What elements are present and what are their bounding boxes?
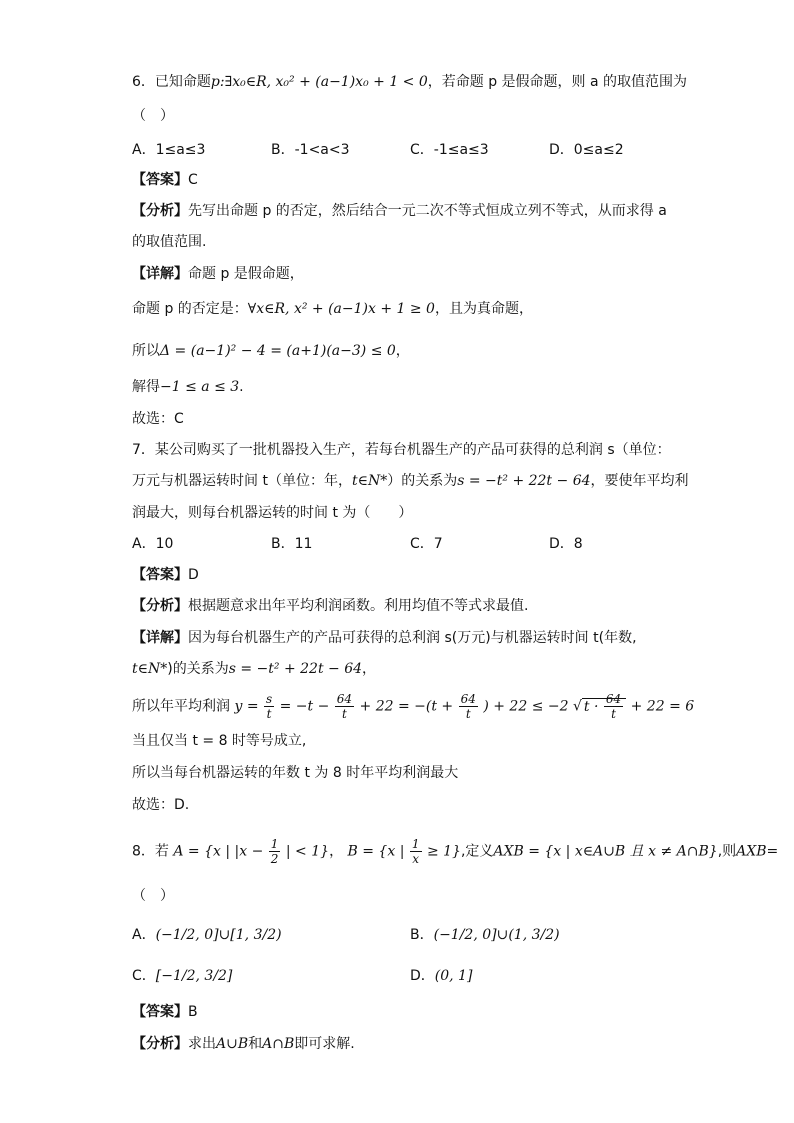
q6-option-c: C．-1≤a≤3 [410, 142, 489, 158]
q6-option-b: B．-1<a<3 [271, 142, 350, 158]
q6-choose: 故选：C [132, 411, 184, 427]
q6-analysis: 【分析】先写出命题 p 的否定，然后结合一元二次不等式恒成立列不等式，从而求得 a [132, 203, 667, 219]
q7-detail: 【详解】因为每台机器生产的产品可获得的总利润 s(万元)与机器运转时间 t(年数, [132, 630, 637, 646]
q8-answer: 【答案】B [132, 1004, 198, 1020]
q7-stem-line3: 润最大，则每台机器运转的时间 t 为（ ） [132, 505, 413, 521]
q7-conclusion: 所以当每台机器运转的年数 t 为 8 时年平均利润最大 [132, 765, 459, 781]
q6-negation: 命题 p 的否定是：∀x∈R, x² + (a−1)x + 1 ≥ 0，且为真命题， [132, 301, 533, 317]
detail-tag: 【详解】 [132, 266, 188, 282]
q7-option-c: C．7 [410, 536, 443, 552]
q8-stem: 8．若 A = {x | |x − $\frac{1}{2}$ | < 1}， B = {x | $\frac{1}{x}$ ≥ 1},定义AXB = {x | x∈A∪B 且 x ≠ A∩B},则AXB= [132, 837, 779, 866]
detail-tag: 【详解】 [132, 630, 188, 646]
q7-option-b: B．11 [271, 536, 313, 552]
fraction: $\frac{64}{t}$ [605, 692, 622, 721]
q7-average-profit: 所以年平均利润 y = $\frac{s}{t}$ = −t − $\frac{64}{t}$ + 22 = −(t + $\frac{64}{t}$ ) + 22 ≤ −2 √ t · $\frac{64}{t}$ + 22 = 6 [132, 692, 695, 721]
q8-option-c: C．[−1/2, 3/2] [132, 968, 233, 984]
q8-option-b: B．(−1/2, 0]∪(1, 3/2) [410, 927, 560, 943]
analysis-tag: 【分析】 [132, 203, 188, 219]
q7-relation: t∈N*)的关系为s = −t² + 22t − 64， [132, 661, 377, 677]
q7-option-d: D．8 [549, 536, 583, 552]
q8-paren: （ ） [132, 888, 174, 904]
q7-answer: 【答案】D [132, 567, 199, 583]
q7-stem-line1: 7．某公司购买了一批机器投入生产，若每台机器生产的产品可获得的总利润 s（单位： [132, 442, 671, 458]
q6-solve: 解得−1 ≤ a ≤ 3. [132, 379, 244, 395]
q7-analysis: 【分析】根据题意求出年平均利润函数。利用均值不等式求最值. [132, 598, 529, 614]
q6-option-d: D．0≤a≤2 [549, 142, 624, 158]
q8-analysis: 【分析】求出A∪B和A∩B即可求解. [132, 1036, 355, 1052]
sqrt-sign: √ [572, 698, 582, 715]
q7-equality: 当且仅当 t = 8 时等号成立, [132, 733, 307, 749]
analysis-tag: 【分析】 [132, 1036, 188, 1052]
q6-detail: 【详解】命题 p 是假命题， [132, 266, 304, 282]
sqrt-body: t · $\frac{64}{t}$ [582, 698, 626, 715]
q6-discriminant: 所以Δ = (a−1)² − 4 = (a+1)(a−3) ≤ 0， [132, 343, 410, 359]
fraction: $\frac{1}{2}$ [270, 837, 279, 866]
q7-option-a: A．10 [132, 536, 174, 552]
q6-answer: 【答案】C [132, 172, 198, 188]
q8-option-a: A．(−1/2, 0]∪[1, 3/2) [132, 927, 282, 943]
fraction: $\frac{s}{t}$ [266, 692, 273, 721]
answer-tag: 【答案】 [132, 567, 188, 583]
q7-stem-line2: 万元与机器运转时间 t（单位：年，t∈N*）的关系为s = −t² + 22t − 64，要使年平均利 [132, 473, 689, 489]
answer-tag: 【答案】 [132, 1004, 188, 1020]
q8-option-d: D．(0, 1] [410, 968, 473, 984]
fraction: $\frac{1}{x}$ [411, 837, 420, 866]
q7-choose: 故选：D. [132, 797, 190, 813]
analysis-tag: 【分析】 [132, 598, 188, 614]
q6-stem: 6．已知命题p:∃x₀∈R, x₀² + (a−1)x₀ + 1 < 0，若命题 p 是假命题，则 a 的取值范围为 [132, 74, 688, 90]
q6-paren: （ ） [132, 108, 174, 124]
answer-tag: 【答案】 [132, 172, 188, 188]
fraction: $\frac{64}{t}$ [460, 692, 476, 721]
q6-option-a: A．1≤a≤3 [132, 142, 206, 158]
q6-analysis-cont: 的取值范围. [132, 234, 207, 250]
fraction: $\frac{64}{t}$ [336, 692, 353, 721]
